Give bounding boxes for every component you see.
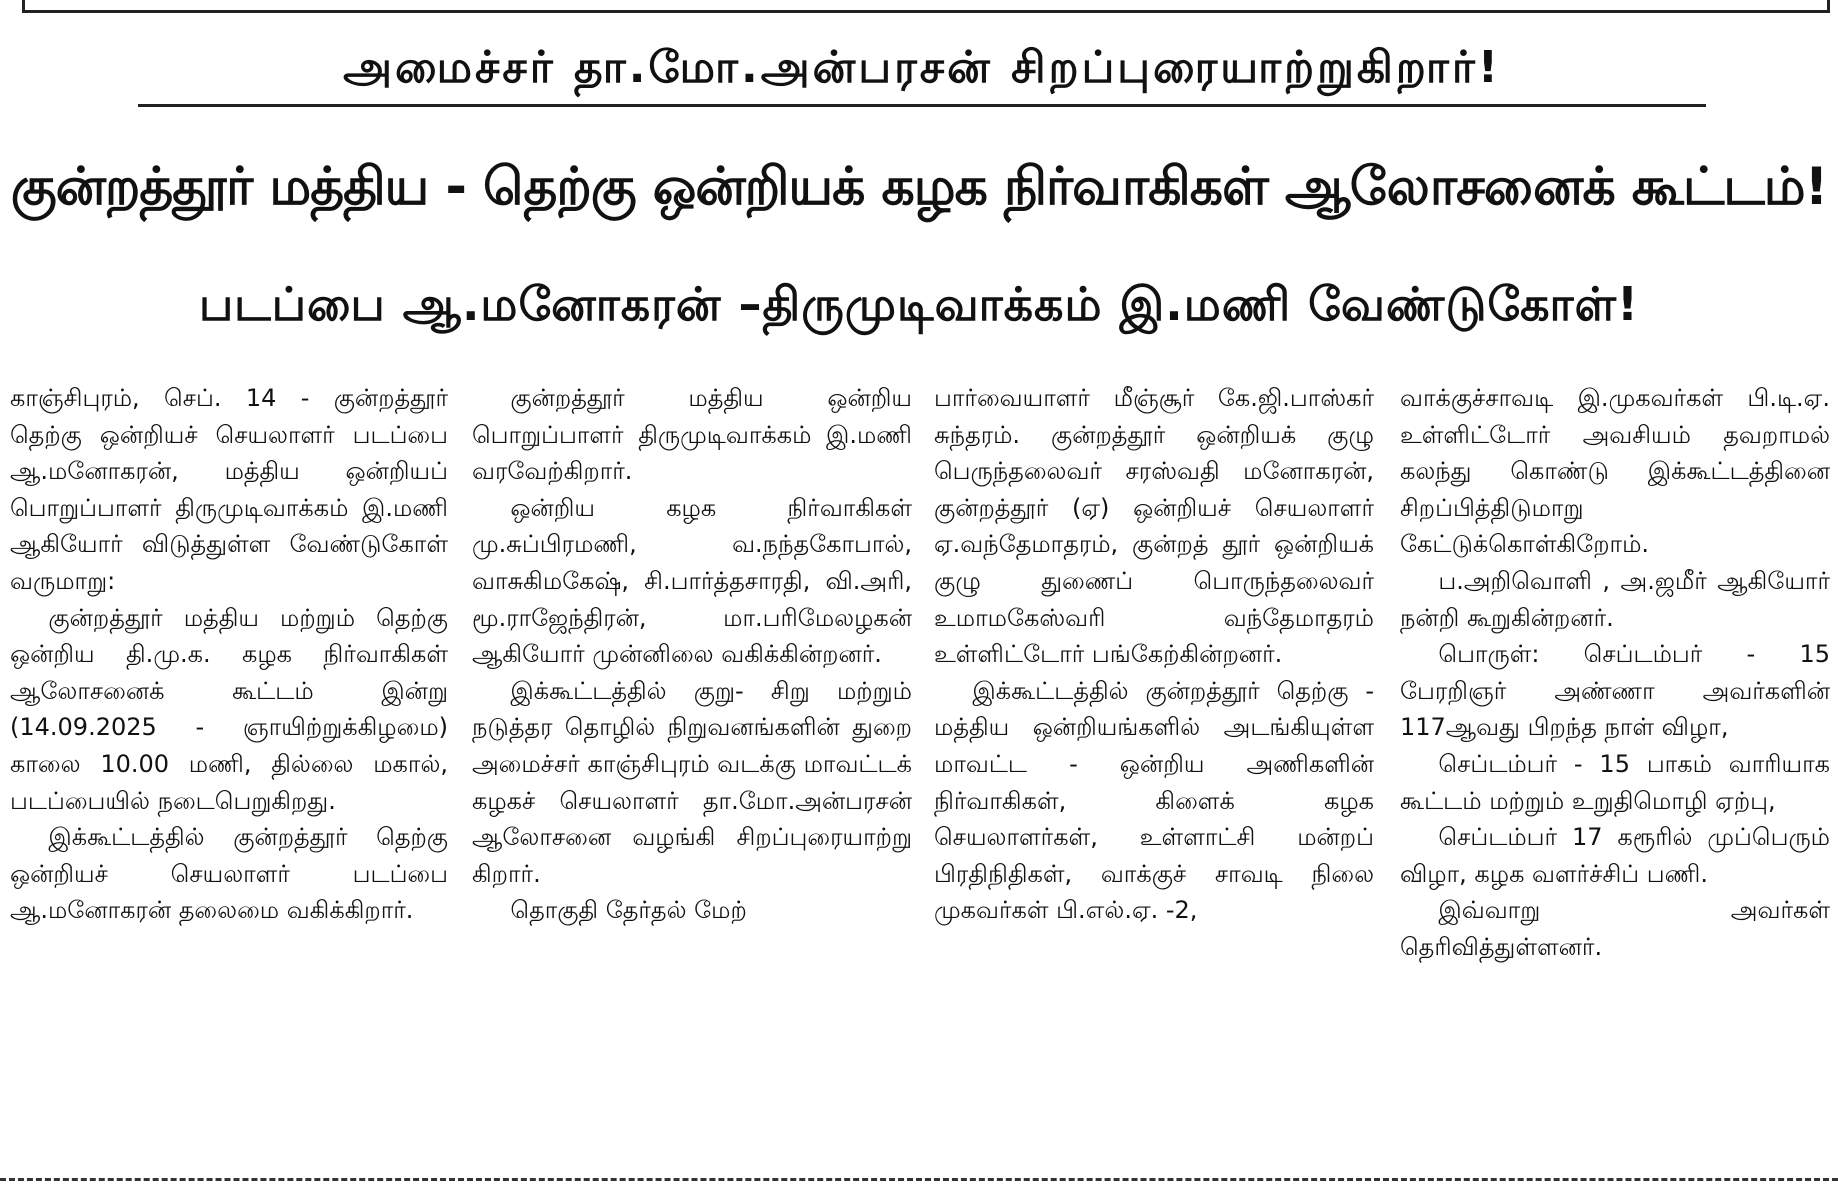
bottom-dashed-rule (0, 1178, 1838, 1181)
article-column-3 (934, 380, 1374, 1170)
sub-headline: படப்பை ஆ.மனோகரன் –திருமுடிவாக்கம் இ.மணி வேண்டுகோள்! (198, 277, 1640, 331)
paragraph: குன்றத்தூர் மத்திய மற்றும் தெற்கு ஒன்றிய தி.மு.க. கழக நிர்வாகிகள் ஆலோசனைக் கூட்டம் இன்று (14.09.2025 - ஞாயிற்றுக்கிழமை) காலை 10.00 மணி, தில்லை மகால், படப்பையில் நடைபெறுகிறது. (10, 603, 448, 815)
article-body (0, 380, 1838, 1170)
paragraph: பார்வையாளர் மீஞ்சூர் கே.ஜி.பாஸ்கர் சுந்தரம். குன்றத்தூர் ஒன்றியக் குழு பெருந்தலைவர் சரஸ்வதி மனோகரன், குன்றத்தூர் (ஏ) ஒன்றியச் செயலாளர் ஏ.வந்தேமாதரம், குன்றத் தூர் ஒன்றியக் குழு துணைப் பொருந்தலைவர் உமாமகேஸ்வரி வந்தேமாதரம் உள்ளிட்டோர் பங்கேற்கின்றனர். (934, 384, 1374, 669)
kicker-underline (138, 104, 1706, 107)
paragraph: ஒன்றிய கழக நிர்வாகிகள் மு.சுப்பிரமணி, வ.நந்தகோபால், வாசுகிமகேஷ், சி.பார்த்தசாரதி, வி.அரி, மூ.ராஜேந்திரன், மா.பரிமேலழகன் ஆகியோர் முன்னிலை வகிக்கின்றனர். (472, 493, 912, 669)
paragraph: குன்றத்தூர் மத்திய ஒன்றிய பொறுப்பாளர் திருமுடிவாக்கம் இ.மணி வரவேற்கிறார். (472, 384, 912, 486)
paragraph: இக்கூட்டத்தில் குறு- சிறு மற்றும் நடுத்தர தொழில் நிறுவனங்களின் துறை அமைச்சர் காஞ்சிபுரம் வடக்கு மாவட்டக் கழகச் செயலாளர் தா.மோ.அன்பரசன் ஆலோசனை வழங்கி சிறப்புரையாற்று கிறார். (472, 676, 912, 888)
article-column-2 (472, 380, 912, 1170)
kicker-headline: அமைச்சர் தா.மோ.அன்பரசன் சிறப்புரையாற்றுகிறார்! (343, 42, 1501, 93)
top-border-rule (22, 0, 1830, 13)
article-column-1 (10, 380, 448, 1170)
paragraph: தொகுதி தேர்தல் மேற் (510, 896, 747, 925)
paragraph: பொருள்: செப்டம்பர் - 15 பேரறிஞர் அண்ணா அவர்களின் 117ஆவது பிறந்த நாள் விழா, (1400, 640, 1830, 742)
article-column-4 (1400, 380, 1830, 1170)
paragraph: ப.அறிவொளி , அ.ஜமீர் ஆகியோர் நன்றி கூறுகின்றனர். (1400, 566, 1830, 632)
paragraph: செப்டம்பர் - 15 பாகம் வாரியாக கூட்டம் மற்றும் உறுதிமொழி ஏற்பு, (1400, 749, 1830, 815)
paragraph: இக்கூட்டத்தில் குன்றத்தூர் தெற்கு ஒன்றியச் செயலாளர் படப்பை ஆ.மனோகரன் தலைமை வகிக்கிறார். (10, 823, 448, 925)
paragraph: காஞ்சிபுரம், செப். 14 - குன்றத்தூர் தெற்கு ஒன்றியச் செயலாளர் படப்பை ஆ.மனோகரன், மத்திய ஒன்றியப் பொறுப்பாளர் திருமுடிவாக்கம் இ.மணி ஆகியோர் விடுத்துள்ள வேண்டுகோள் வருமாறு: (10, 384, 448, 595)
paragraph: இக்கூட்டத்தில் குன்றத்தூர் தெற்கு - மத்திய ஒன்றியங்களில் அடங்கியுள்ள மாவட்ட - ஒன்றிய அணிகளின் நிர்வாகிகள், கிளைக் கழக செயலாளர்கள், உள்ளாட்சி மன்றப் பிரதிநிதிகள், வாக்குச் சாவடி நிலை முகவர்கள் பி.எல்.ஏ. -2, (934, 676, 1374, 925)
paragraph: இவ்வாறு அவர்கள் தெரிவித்துள்ளனர். (1400, 896, 1830, 961)
paragraph: செப்டம்பர் 17 கரூரில் முப்பெரும் விழா, கழக வளர்ச்சிப் பணி. (1400, 823, 1830, 888)
main-headline: குன்றத்தூர் மத்திய - தெற்கு ஒன்றியக் கழக நிர்வாகிகள் ஆலோசனைக் கூட்டம்! (10, 157, 1828, 217)
paragraph: வாக்குச்சாவடி இ.முகவர்கள் பி.டி.ஏ. உள்ளிட்டோர் அவசியம் தவறாமல் கலந்து கொண்டு இக்கூட்டத்தினை சிறப்பித்திடுமாறு கேட்டுக்கொள்கிறோம். (1400, 384, 1830, 559)
